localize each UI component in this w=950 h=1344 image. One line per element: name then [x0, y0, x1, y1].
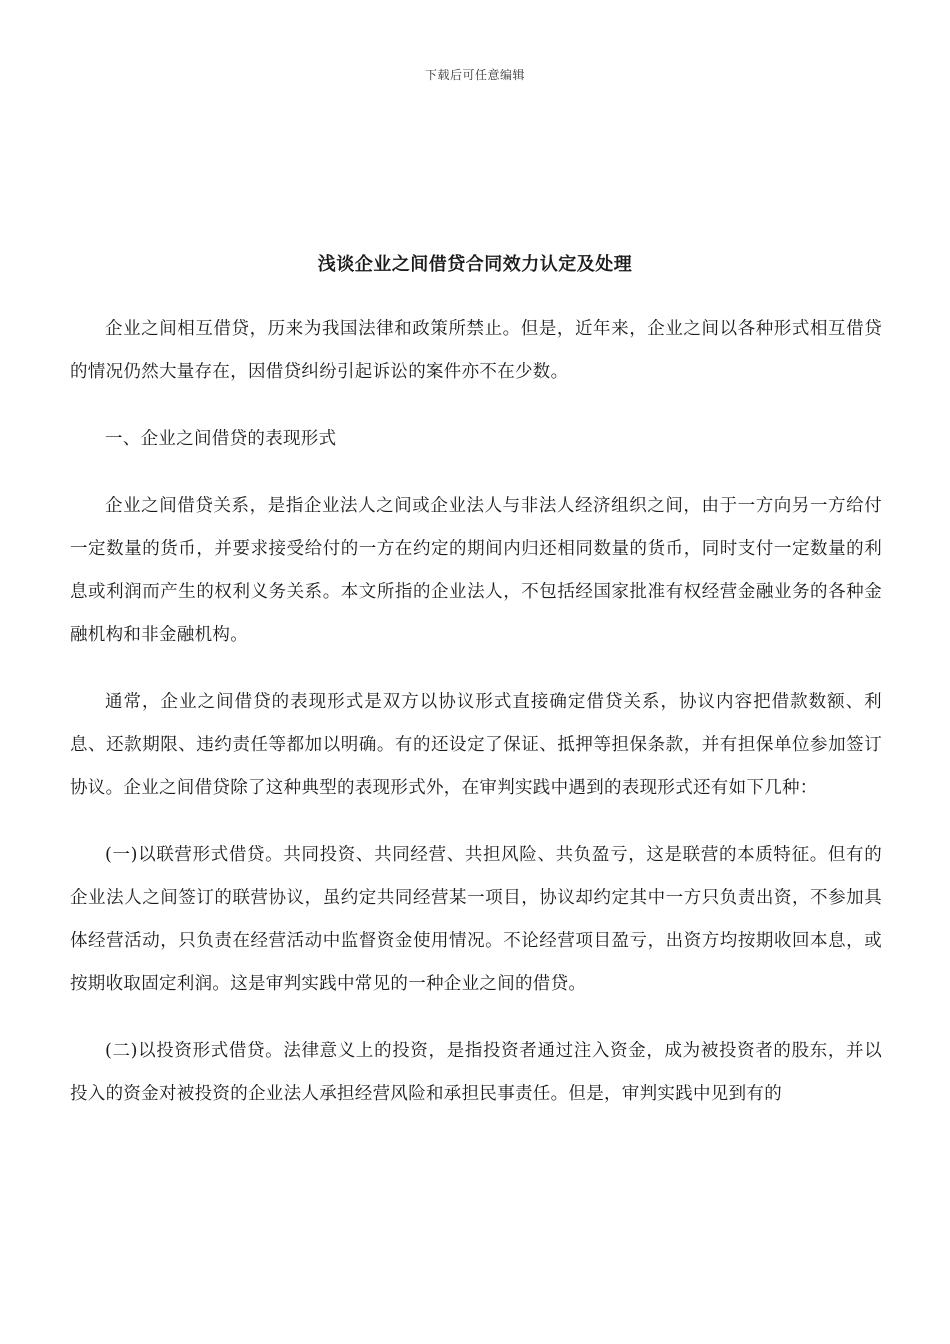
paragraph-investment-loan: (二)以投资形式借贷。法律意义上的投资，是指投资者通过注入资金，成为被投资者的股东，并以投入的资金对被投资的企业法人承担经营风险和承担民事责任。但是，审判实践中见到有的 [70, 1041, 882, 1104]
document-title: 浅谈企业之间借贷合同效力认定及处理 [317, 254, 633, 275]
paragraph-typical-form: 通常，企业之间借贷的表现形式是双方以协议形式直接确定借贷关系，协议内容把借款数额、利息、还款期限、违约责任等都加以明确。有的还设定了保证、抵押等担保条款，并有担保单位参加签订协议。企业之间借贷除了这种典型的表现形式外，在审判实践中遇到的表现形式还有如下几种： [70, 692, 882, 798]
section-heading-1: 一、企业之间借贷的表现形式 [105, 429, 337, 449]
header-note: 下载后可任意编辑 [424, 68, 525, 82]
paragraph-definition: 企业之间借贷关系，是指企业法人之间或企业法人与非法人经济组织之间，由于一方向另一方给付一定数量的货币，并要求接受给付的一方在约定的期间内归还相同数量的货币，同时支付一定数量的利息或利润而产生的权利义务关系。本文所指的企业法人，不包括经国家批准有权经营金融业务的各种金融机构和非金融机构。 [70, 496, 882, 645]
document-body [70, 308, 882, 1140]
paragraph-joint-venture-loan: (一)以联营形式借贷。共同投资、共同经营、共担风险、共负盈亏，这是联营的本质特征。但有的企业法人之间签订的联营协议，虽约定共同经营某一项目，协议却约定其中一方只负责出资，不参加具体经营活动，只负责在经营活动中监督资金使用情况。不论经营项目盈亏，出资方均按期收回本息，或按期收取固定利润。这是审判实践中常见的一种企业之间的借贷。 [70, 845, 882, 994]
paragraph-intro: 企业之间相互借贷，历来为我国法律和政策所禁止。但是，近年来，企业之间以各种形式相互借贷的情况仍然大量存在，因借贷纠纷引起诉讼的案件亦不在少数。 [70, 319, 882, 382]
